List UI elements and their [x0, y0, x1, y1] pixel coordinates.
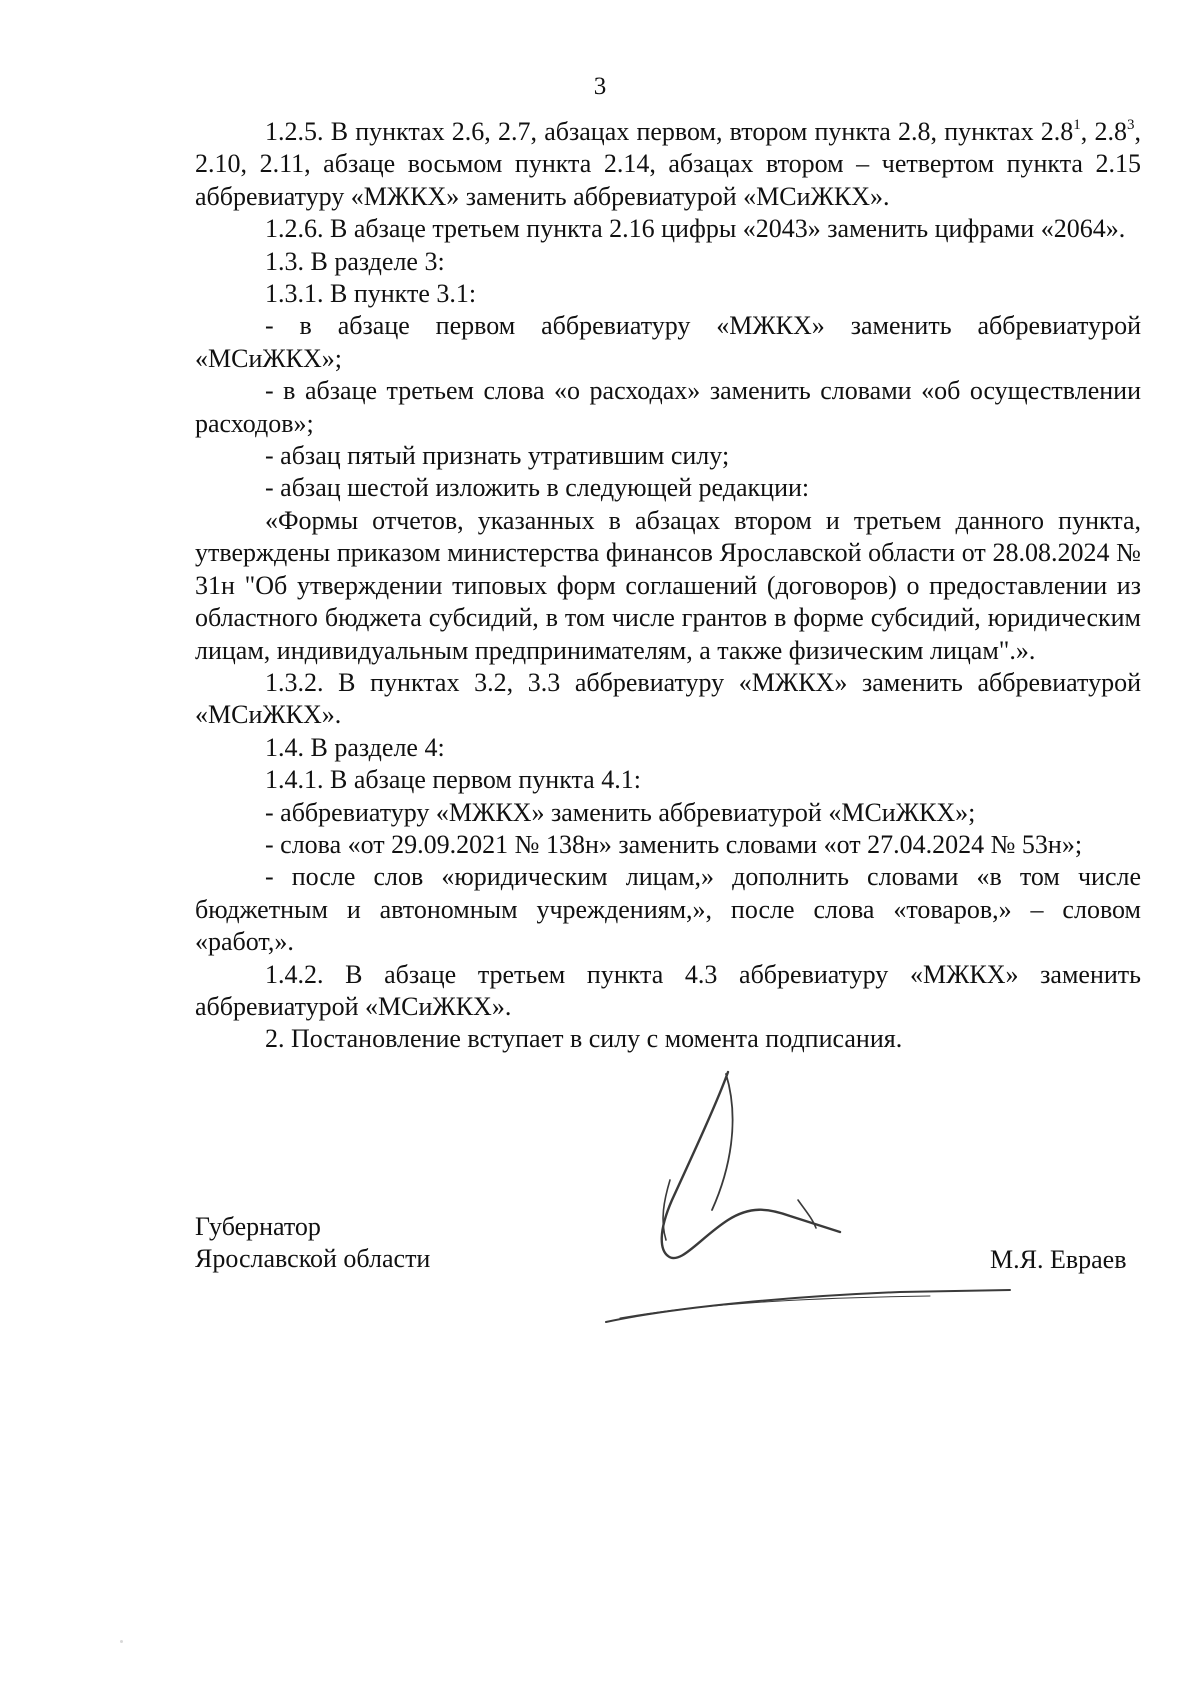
paragraph-list-item: - аббревиатуру «МЖКХ» заменить аббревиатурой «МСиЖКХ»;	[265, 797, 976, 827]
paragraph-list-item: - абзац пятый признать утратившим силу;	[265, 441, 730, 471]
handwritten-signature	[600, 1060, 1060, 1340]
paragraph-1-4-1: 1.4.1. В абзаце первом пункта 4.1:	[265, 765, 641, 795]
paragraph-1-3: 1.3. В разделе 3:	[265, 246, 445, 276]
paragraph-1-4-2: 1.4.2. В абзаце третьем пункта 4.3 аббревиатуру «МЖКХ» заменить аббревиатурой «МСиЖКХ».	[195, 959, 1141, 1021]
paragraph-1-4: 1.4. В разделе 4:	[265, 732, 445, 762]
paragraph-list-item: - в абзаце первом аббревиатуру «МЖКХ» заменить аббревиатурой «МСиЖКХ»;	[195, 311, 1141, 373]
paragraph-1-3-2: 1.3.2. В пунктах 3.2, 3.3 аббревиатуру «МЖКХ» заменить аббревиатурой «МСиЖКХ».	[195, 667, 1141, 730]
paragraph-1-2-5: 1.2.5. В пунктах 2.6, 2.7, абзацах первом, втором пункта 2.8, пунктах $2.8^1$, $2.8^3$, 2.10, 2.11, абзаце восьмом пункта 2.14, абзацах втором – четвертом пункта 2.15 аббревиатуру «МЖКХ» заменить аббревиатурой «МСиЖКХ».	[195, 117, 1141, 211]
paragraph-2-effective: 2. Постановление вступает в силу с момента подписания.	[265, 1024, 903, 1054]
paragraph-quoted-text: «Формы отчетов, указанных в абзацах втором и третьем данного пункта, утверждены приказом министерства финансов Ярославской области от 28.08.2024 № 31н "Об утверждении типовых форм соглашений (договоров) о предоставлении из областного бюджета субсидий, в том числе грантов в форме субсидий, юридическим лицам, индивидуальным предпринимателям, а также физическим лицам".».	[195, 505, 1141, 665]
paragraph-1-2-6: 1.2.6. В абзаце третьем пункта 2.16 цифры «2043» заменить цифрами «2064».	[265, 214, 1126, 244]
signer-position-line: Ярославской области	[195, 1244, 431, 1274]
scan-speck	[120, 1640, 123, 1643]
signer-position-line: Губернатор	[195, 1212, 321, 1241]
signer-name: М.Я. Евраев	[990, 1245, 1127, 1274]
paragraph-list-item: - в абзаце третьем слова «о расходах» заменить словами «об осуществлении расходов»;	[195, 376, 1141, 438]
paragraph-list-item: - абзац шестой изложить в следующей редакции:	[265, 473, 810, 503]
paragraph-list-item: - слова «от 29.09.2021 № 138н» заменить словами «от 27.04.2024 № 53н»;	[265, 829, 1083, 859]
page-number: 3	[593, 73, 607, 100]
superscript: 1	[1073, 117, 1081, 133]
signature-ink	[606, 1072, 1010, 1322]
signer-position	[195, 1211, 430, 1276]
paragraph-list-item: - после слов «юридическим лицам,» дополнить словами «в том числе бюджетным и автономным учреждениям,», после слова «товаров,» – словом «работ,».	[195, 862, 1141, 957]
superscript: 3	[1127, 117, 1135, 133]
document-body	[195, 116, 1141, 1056]
paragraph-1-3-1: 1.3.1. В пункте 3.1:	[265, 279, 477, 309]
